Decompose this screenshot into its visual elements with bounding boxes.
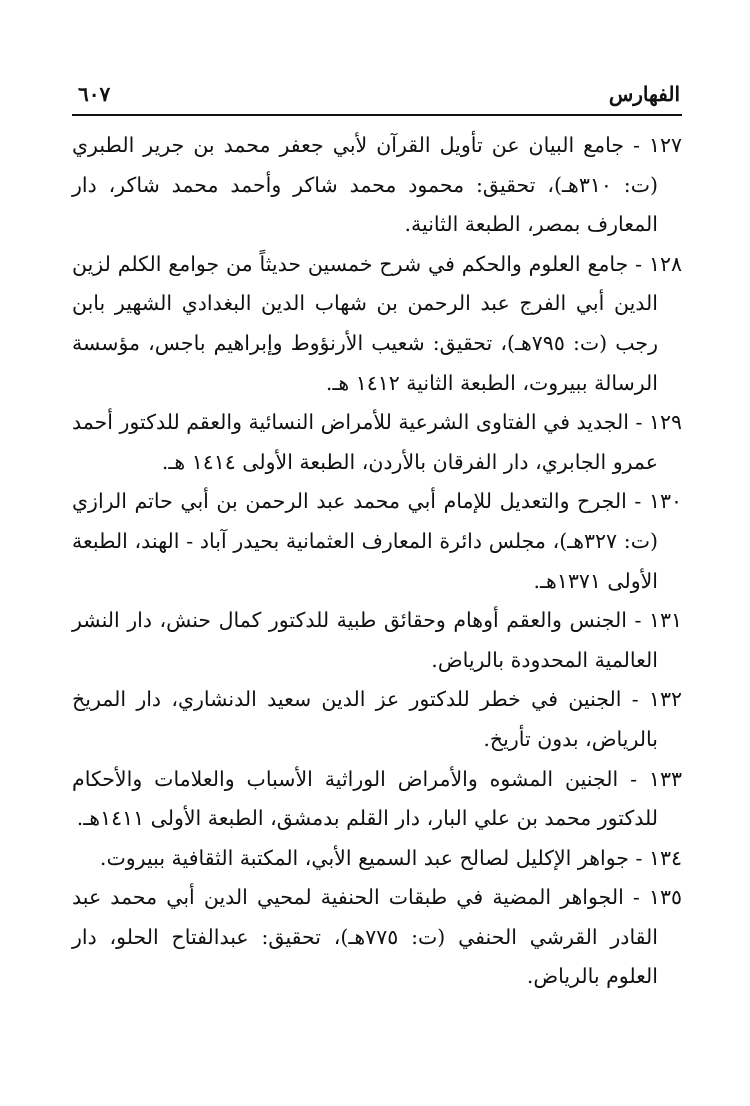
entry-text: الجنين المشوه والأمراض الوراثية الأسباب والعلامات والأحكام للدكتور محمد بن علي البار، دار القلم بدمشق، الطبعة الأولى ١٤١١هـ. bbox=[72, 766, 658, 831]
book-page bbox=[72, 72, 682, 997]
entry-number: ١٣٤ bbox=[648, 845, 682, 870]
bibliography-entry: ١٣٥ - الجواهر المضية في طبقات الحنفية لمحيي الدين أبي محمد عبد القادر القرشي الحنفي (ت: ٧٧٥هـ)، تحقيق: عبدالفتاح الحلو، دار العلوم بالرياض. bbox=[72, 885, 683, 989]
entry-number: ١٢٩ bbox=[648, 410, 682, 435]
entry-number: ١٣٢ bbox=[648, 687, 682, 712]
entry-number: ١٣٥ bbox=[648, 885, 683, 910]
entry-text: جواهر الإكليل لصالح عبد السميع الأبي، المكتبة الثقافية ببيروت. bbox=[99, 845, 629, 870]
bibliography-entry: ١٢٨ - جامع العلوم والحكم في شرح خمسين حديثاً من جوامع الكلم لزين الدين أبي الفرج عبد الرحمن بن شهاب الدين البغدادي الشهير بابن رجب (ت: ٧٩٥هـ)، تحقيق: شعيب الأرنؤوط وإبراهيم باجس، مؤسسة الرسالة ببيروت، الطبعة الثانية ١٤١٢ هـ. bbox=[72, 251, 682, 395]
running-header bbox=[72, 72, 682, 116]
bibliography-entry: ١٢٩ - الجديد في الفتاوى الشرعية للأمراض النسائية والعقم للدكتور أحمد عمرو الجابري، دار الفرقان بالأردن، الطبعة الأولى ١٤١٤ هـ. bbox=[72, 410, 682, 474]
bibliography-entry: ١٣٢ - الجنين في خطر للدكتور عز الدين سعيد الدنشاري، دار المريخ بالرياض، بدون تأريخ. bbox=[72, 687, 682, 751]
entry-number: ١٢٨ bbox=[648, 251, 682, 276]
section-title: الفهارس bbox=[608, 82, 680, 106]
entry-number: ١٣٠ bbox=[648, 489, 682, 514]
entry-text: الجواهر المضية في طبقات الحنفية لمحيي الدين أبي محمد عبد القادر القرشي الحنفي (ت: ٧٧٥هـ)، تحقيق: عبدالفتاح الحلو، دار العلوم بالرياض. bbox=[72, 885, 658, 989]
bibliography-entry: ١٣٠ - الجرح والتعديل للإمام أبي محمد عبد الرحمن بن أبي حاتم الرازي (ت: ٣٢٧هـ)، مجلس دائرة المعارف العثمانية بحيدر آباد - الهند، الطبعة الأولى ١٣٧١هـ. bbox=[72, 489, 682, 593]
entry-text: جامع البيان عن تأويل القرآن لأبي جعفر محمد بن جرير الطبري (ت: ٣١٠هـ)، تحقيق: محمود محمد شاكر وأحمد محمد شاكر، دار المعارف بمصر، الطبعة الثانية. bbox=[72, 133, 658, 237]
bibliography-entry: ١٢٧ - جامع البيان عن تأويل القرآن لأبي جعفر محمد بن جرير الطبري (ت: ٣١٠هـ)، تحقيق: محمود محمد شاكر وأحمد محمد شاكر، دار المعارف بمصر، الطبعة الثانية. bbox=[72, 133, 682, 237]
entry-number: ١٣١ bbox=[648, 608, 682, 633]
entry-text: الجنس والعقم أوهام وحقائق طبية للدكتور كمال حنش، دار النشر العالمية المحدودة بالرياض. bbox=[72, 608, 658, 672]
bibliography-entry: ١٣١ - الجنس والعقم أوهام وحقائق طبية للدكتور كمال حنش، دار النشر العالمية المحدودة بالرياض. bbox=[72, 608, 682, 672]
entry-number: ١٢٧ bbox=[648, 133, 682, 157]
entry-text: الجنين في خطر للدكتور عز الدين سعيد الدنشاري، دار المريخ بالرياض، بدون تأريخ. bbox=[72, 687, 658, 751]
bibliography-entry: ١٣٤ - جواهر الإكليل لصالح عبد السميع الأبي، المكتبة الثقافية ببيروت. bbox=[99, 845, 682, 870]
page-number: ٦٠٧ bbox=[78, 82, 111, 106]
bibliography-list bbox=[72, 126, 682, 997]
entry-text: جامع العلوم والحكم في شرح خمسين حديثاً من جوامع الكلم لزين الدين أبي الفرج عبد الرحمن بن شهاب الدين البغدادي الشهير بابن رجب (ت: ٧٩٥هـ)، تحقيق: شعيب الأرنؤوط وإبراهيم باجس، مؤسسة الرسالة ببيروت، الطبعة الثانية ١٤١٢ هـ. bbox=[72, 251, 658, 395]
entry-number: ١٣٣ bbox=[648, 766, 682, 791]
entry-text: الجديد في الفتاوى الشرعية للأمراض النسائية والعقم للدكتور أحمد عمرو الجابري، دار الفرقان بالأردن، الطبعة الأولى ١٤١٤ هـ. bbox=[72, 410, 658, 474]
bibliography-entry: ١٣٣ - الجنين المشوه والأمراض الوراثية الأسباب والعلامات والأحكام للدكتور محمد بن علي البار، دار القلم بدمشق، الطبعة الأولى ١٤١١هـ. bbox=[72, 766, 682, 831]
entry-text: الجرح والتعديل للإمام أبي محمد عبد الرحمن بن أبي حاتم الرازي (ت: ٣٢٧هـ)، مجلس دائرة المعارف العثمانية بحيدر آباد - الهند، الطبعة الأولى ١٣٧١هـ. bbox=[72, 489, 658, 593]
